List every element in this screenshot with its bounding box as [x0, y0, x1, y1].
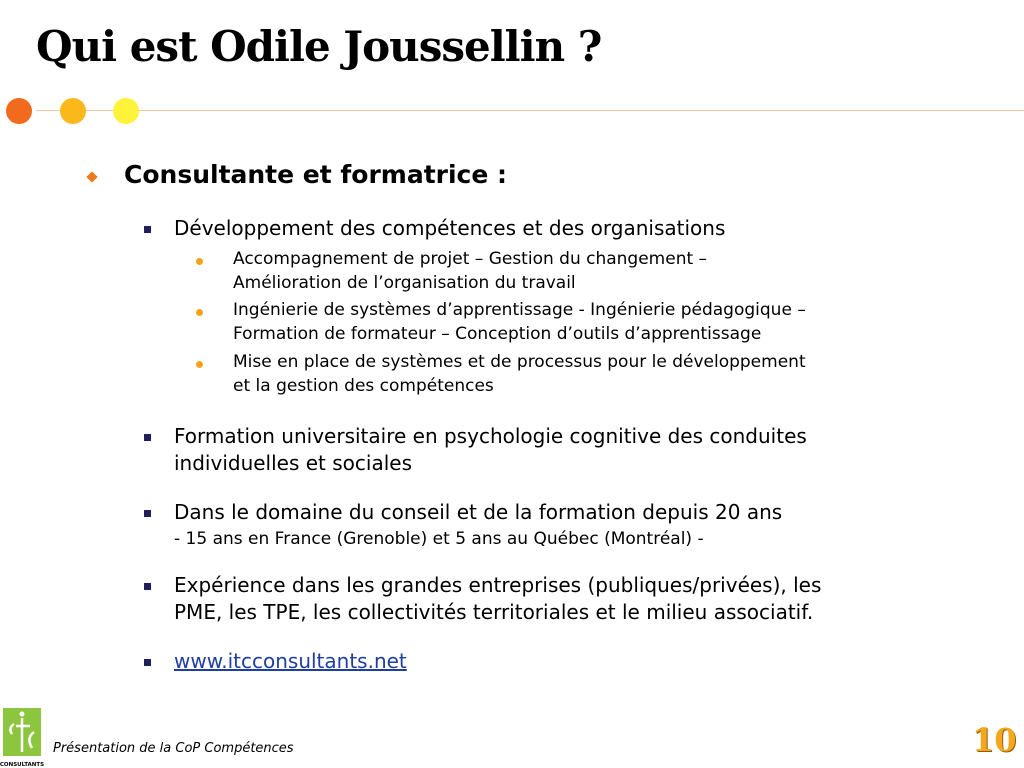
list-item-line: Dans le domaine du conseil et de la formation depuis 20 ans [174, 500, 783, 524]
round-bullet-icon [196, 258, 203, 265]
list-item-subline: - 15 ans en France (Grenoble) et 5 ans au Québec (Montréal) - [174, 529, 704, 549]
orange-dot [6, 98, 32, 124]
square-bullet-icon [144, 510, 151, 517]
sub-list-item [233, 350, 806, 398]
sub-item-line: et la gestion des compétences [233, 376, 494, 396]
list-item [174, 215, 725, 242]
sub-item-line: Accompagnement de projet – Gestion du changement – [233, 249, 708, 269]
decorative-dots [6, 96, 1024, 126]
sub-item-line: Amélioration de l’organisation du travail [233, 273, 576, 293]
sub-item-line: Ingénierie de systèmes d’apprentissage - Ingénierie pédagogique – [233, 300, 806, 320]
list-item-text: Développement des compétences et des organisations [174, 216, 726, 240]
list-item-line: PME, les TPE, les collectivités territoriales et le milieu associatif. [174, 600, 814, 624]
diamond-bullet-icon [86, 171, 97, 182]
page-number: 10 [972, 721, 1017, 759]
sub-item-line: Formation de formateur – Conception d’outils d’apprentissage [233, 324, 762, 344]
sub-item-line: Mise en place de systèmes et de processus pour le développement [233, 352, 806, 372]
square-bullet-icon [144, 659, 151, 666]
list-item-line: Expérience dans les grandes entreprises (publiques/privées), les [174, 573, 822, 597]
round-bullet-icon [196, 309, 203, 316]
list-item [174, 648, 407, 675]
logo-text: CONSULTANTS [0, 762, 44, 768]
list-item [174, 572, 821, 626]
amber-dot [60, 98, 86, 124]
list-item-line: Formation universitaire en psychologie cognitive des conduites [174, 424, 807, 448]
square-bullet-icon [144, 583, 151, 590]
footer-caption: Présentation de la CoP Compétences [53, 741, 294, 756]
slide-title: Qui est Odile Joussellin ? [36, 22, 602, 71]
list-item [174, 423, 807, 477]
list-item-line: individuelles et sociales [174, 451, 412, 475]
square-bullet-icon [144, 434, 151, 441]
round-bullet-icon [196, 361, 203, 368]
website-link[interactable]: www.itcconsultants.net [174, 649, 407, 673]
heading-text: Consultante et formatrice : [124, 160, 508, 189]
list-item [174, 499, 782, 553]
sub-list-item [233, 298, 806, 346]
divider-line [36, 110, 1024, 111]
sub-list-item [233, 247, 707, 295]
itc-logo-icon [0, 704, 44, 768]
yellow-dot [113, 98, 139, 124]
square-bullet-icon [144, 226, 151, 233]
